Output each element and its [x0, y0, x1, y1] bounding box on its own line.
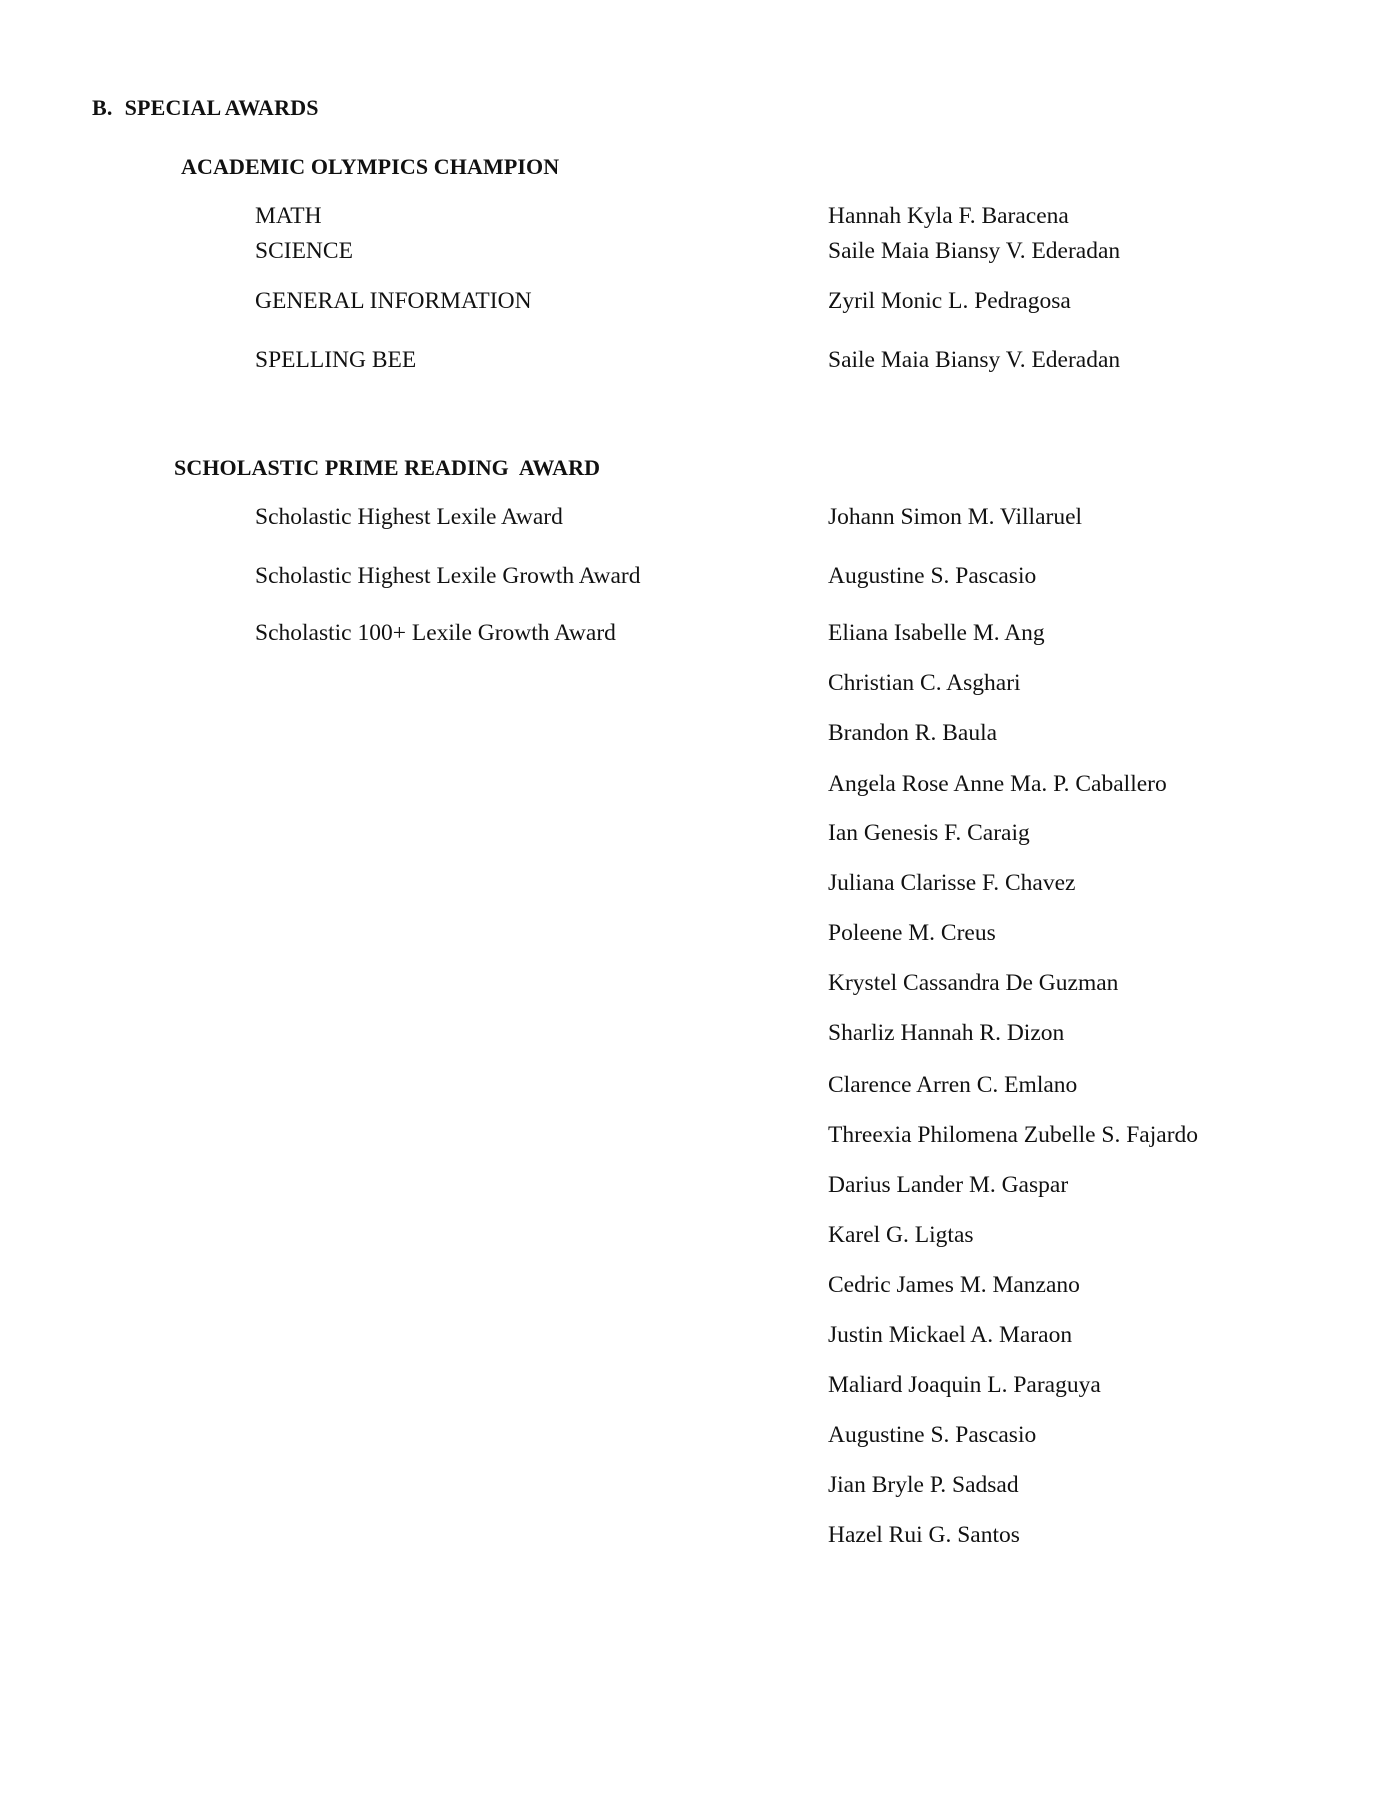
list-item: Eliana Isabelle M. Ang	[828, 620, 1045, 646]
section-heading	[92, 97, 319, 119]
olympics-category-math: MATH	[255, 203, 322, 229]
list-item: Jian Bryle P. Sadsad	[828, 1472, 1019, 1498]
list-item: Cedric James M. Manzano	[828, 1272, 1080, 1298]
list-item: Augustine S. Pascasio	[828, 1422, 1037, 1448]
scholastic-category-highest-lexile: Scholastic Highest Lexile Award	[255, 504, 563, 530]
list-item: Hazel Rui G. Santos	[828, 1522, 1020, 1548]
olympics-winner-spelling-bee: Saile Maia Biansy V. Ederadan	[828, 347, 1121, 373]
scholastic-winner-highest-lexile-growth: Augustine S. Pascasio	[828, 563, 1037, 589]
list-item: Sharliz Hannah R. Dizon	[828, 1020, 1065, 1046]
scholastic-category-100-plus-growth: Scholastic 100+ Lexile Growth Award	[255, 620, 616, 646]
scholastic-winner-highest-lexile: Johann Simon M. Villaruel	[828, 504, 1083, 530]
list-item: Justin Mickael A. Maraon	[828, 1322, 1073, 1348]
list-item: Clarence Arren C. Emlano	[828, 1072, 1078, 1098]
list-item: Darius Lander M. Gaspar	[828, 1172, 1069, 1198]
olympics-winner-general-information: Zyril Monic L. Pedragosa	[828, 288, 1071, 314]
list-item: Christian C. Asghari	[828, 670, 1021, 696]
olympics-winner-science: Saile Maia Biansy V. Ederadan	[828, 238, 1121, 264]
list-item: Maliard Joaquin L. Paraguya	[828, 1372, 1101, 1398]
scholastic-heading: SCHOLASTIC PRIME READING AWARD	[174, 455, 601, 480]
olympics-category-general-information: GENERAL INFORMATION	[255, 288, 532, 314]
olympics-category-spelling-bee: SPELLING BEE	[255, 347, 417, 373]
scholastic-category-highest-lexile-growth: Scholastic Highest Lexile Growth Award	[255, 563, 641, 589]
list-item: Karel G. Ligtas	[828, 1222, 974, 1248]
list-item: Threexia Philomena Zubelle S. Fajardo	[828, 1122, 1199, 1148]
list-item: Krystel Cassandra De Guzman	[828, 970, 1119, 996]
list-item: Brandon R. Baula	[828, 720, 998, 746]
section-title: SPECIAL AWARDS	[124, 95, 319, 120]
academic-olympics-heading: ACADEMIC OLYMPICS CHAMPION	[181, 154, 560, 179]
olympics-winner-math: Hannah Kyla F. Baracena	[828, 203, 1069, 229]
olympics-category-science: SCIENCE	[255, 238, 353, 264]
list-item: Poleene M. Creus	[828, 920, 996, 946]
section-marker: B.	[92, 95, 113, 120]
list-item: Angela Rose Anne Ma. P. Caballero	[828, 771, 1167, 797]
list-item: Juliana Clarisse F. Chavez	[828, 870, 1076, 896]
list-item: Ian Genesis F. Caraig	[828, 820, 1030, 846]
